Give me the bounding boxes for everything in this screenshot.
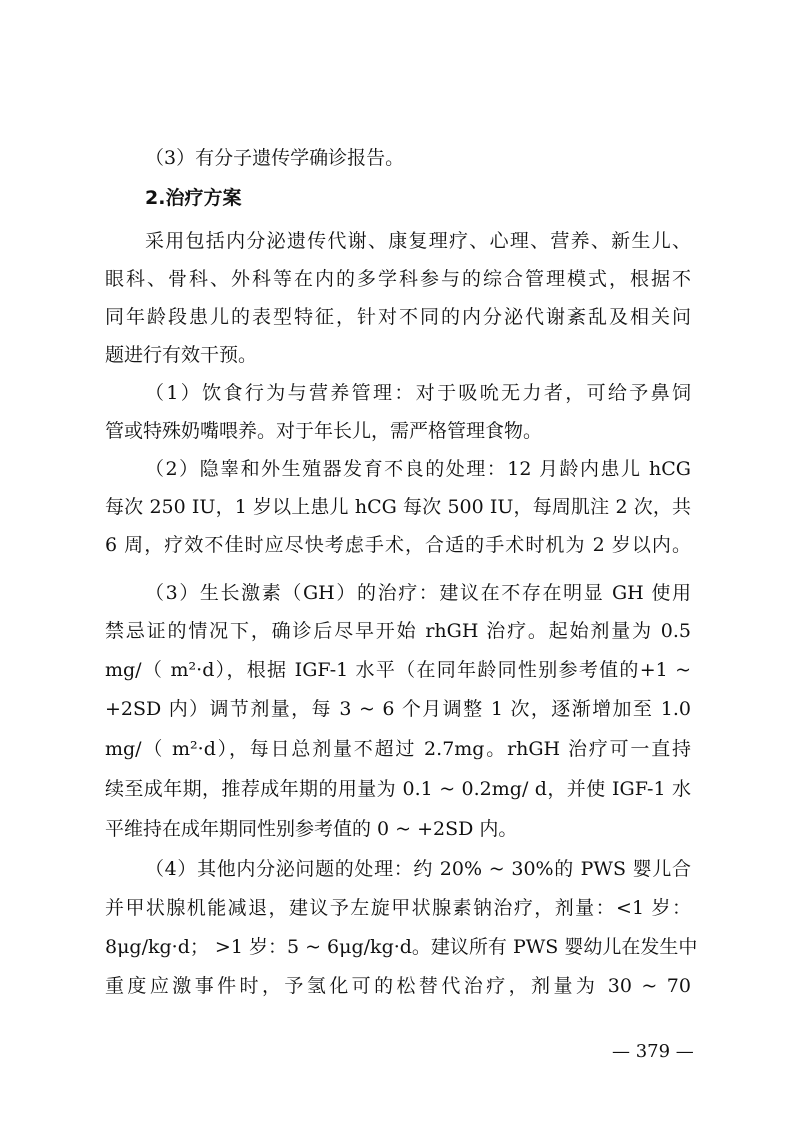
item3-diagnosis-text: （3）有分子遗传学确诊报告。 bbox=[145, 147, 405, 169]
intro-line-2: 眼科、骨科、外科等在内的多学科参与的综合管理模式，根据不 bbox=[105, 268, 691, 290]
p3-line-6: 续至成年期，推荐成年期的用量为 0.1 ~ 0.2mg/ d，并使 IGF-1 水 bbox=[105, 778, 691, 800]
p1-line-1: （1）饮食行为与营养管理：对于吸吮无力者，可给予鼻饲 bbox=[145, 382, 691, 404]
p2-line-2: 每次 250 IU，1 岁以上患儿 hCG 每次 500 IU，每周肌注 2 次，共 bbox=[105, 496, 691, 518]
section-heading: 2.治疗方案 bbox=[145, 187, 242, 209]
p4-line-1: （4）其他内分泌问题的处理：约 20% ~ 30%的 PWS 婴儿合 bbox=[145, 858, 691, 880]
p3-line-1: （3）生长激素（GH）的治疗：建议在不存在明显 GH 使用 bbox=[145, 582, 691, 604]
p2-line-1: （2）隐睾和外生殖器发育不良的处理：12 月龄内患儿 hCG bbox=[145, 458, 691, 480]
p3-line-5: mg/（ m²·d），每日总剂量不超过 2.7mg。rhGH 治疗可一直持 bbox=[105, 738, 691, 760]
p4-line-4: 重度应激事件时，予氢化可的松替代治疗，剂量为 30 ~ 70 bbox=[105, 975, 691, 997]
intro-line-3: 同年龄段患儿的表型特征，针对不同的内分泌代谢紊乱及相关问 bbox=[105, 306, 691, 328]
p3-line-7: 平维持在成年期同性别参考值的 0 ~ +2SD 内。 bbox=[105, 818, 518, 840]
intro-line-4: 题进行有效干预。 bbox=[105, 344, 258, 366]
p4-line-2: 并甲状腺机能减退，建议予左旋甲状腺素钠治疗，剂量：<1 岁： bbox=[105, 897, 691, 919]
p2-line-3: 6 周，疗效不佳时应尽快考虑手术，合适的手术时机为 2 岁以内。 bbox=[105, 534, 691, 556]
p1-line-2: 管或特殊奶嘴喂养。对于年长儿，需严格管理食物。 bbox=[105, 420, 543, 442]
p3-line-4: +2SD 内）调节剂量，每 3 ~ 6 个月调整 1 次，逐渐增加至 1.0 bbox=[105, 698, 691, 720]
intro-line-1: 采用包括内分泌遗传代谢、康复理疗、心理、营养、新生儿、 bbox=[145, 230, 691, 252]
page-number: — 379 — bbox=[612, 1041, 694, 1062]
p3-line-3: mg/（ m²·d），根据 IGF-1 水平（在同年龄同性别参考值的+1 ~ bbox=[105, 659, 691, 681]
p4-line-3: 8μg/kg·d； >1 岁：5 ~ 6μg/kg·d。建议所有 PWS 婴幼儿在发生中 bbox=[105, 936, 698, 958]
p3-line-2: 禁忌证的情况下，确诊后尽早开始 rhGH 治疗。起始剂量为 0.5 bbox=[105, 620, 691, 642]
